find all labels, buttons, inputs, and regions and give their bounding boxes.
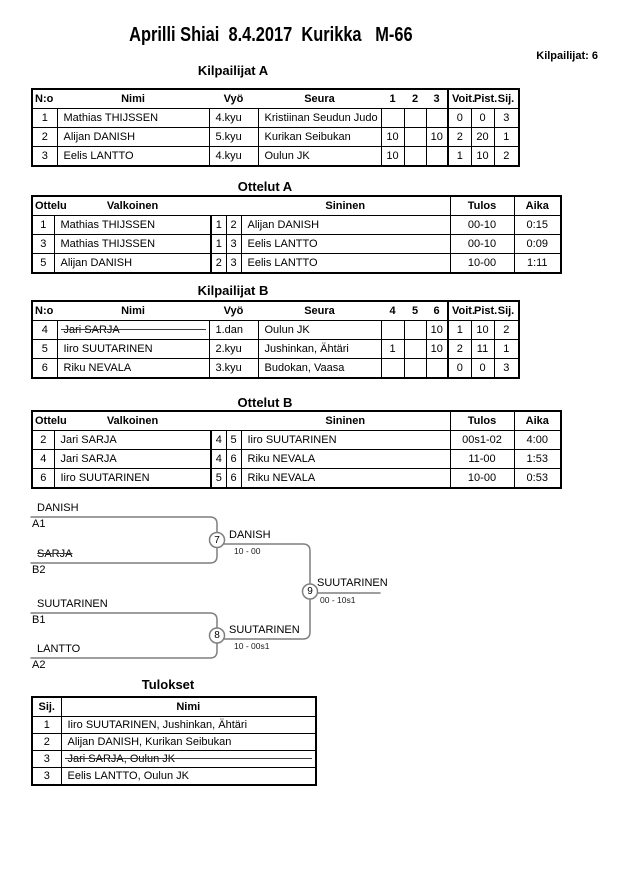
header-aika: Aika [514,411,561,431]
cell-voit: 2 [448,340,471,359]
cell-blue-no: 6 [226,469,241,489]
cell-match-5 [404,321,426,340]
cell-match-no: 3 [32,235,54,254]
cell-nimi: Riku NEVALA [57,359,209,379]
cell-match-4: 1 [381,340,404,359]
table-header-row [32,89,519,109]
bracket-slot-name: SARJA [37,548,73,560]
header-spacer [211,196,226,216]
table-row [32,216,561,235]
elimination-bracket [0,495,630,685]
cell-seura: Budokan, Vaasa [258,359,381,379]
cell-nimi: Eelis LANTTO, Oulun JK [61,768,316,786]
cell-aika: 0:15 [514,216,561,235]
cell-match-2 [404,128,426,147]
cell-match-no: 1 [32,216,54,235]
match-score: 10 - 00 [234,546,261,556]
cell-tulos: 10-00 [450,254,514,274]
cell-seura: Jushinkan, Ähtäri [258,340,381,359]
cell-seura: Kurikan Seibukan [258,128,381,147]
cell-blue-no: 6 [226,450,241,469]
header-match-2: 2 [404,89,426,109]
cell-sij: 1 [494,128,519,147]
header-seura: Seura [258,89,381,109]
header-vyo: Vyö [209,301,258,321]
cell-nimi: Jari SARJA, Oulun JK [61,751,316,768]
cell-vyo: 3.kyu [209,359,258,379]
cell-tulos: 11-00 [450,450,514,469]
table-row [32,734,316,751]
cell-sij: 2 [494,147,519,167]
bracket-slot-seed: A2 [32,659,46,671]
cell-nimi: Iiro SUUTARINEN [57,340,209,359]
cell-match-1 [381,109,404,128]
cell-vyo: 1.dan [209,321,258,340]
table-row [32,450,561,469]
cell-vyo: 2.kyu [209,340,258,359]
participants-count: Kilpailijat: 6 [536,50,598,62]
cell-vyo: 4.kyu [209,109,258,128]
table-tulokset [31,696,317,786]
cell-match-no: 4 [32,450,54,469]
bracket-slot-seed: B2 [32,564,46,576]
header-vyo: Vyö [209,89,258,109]
section-heading-tulokset: Tulokset [141,677,195,692]
cell-sij: 1 [494,340,519,359]
header-valkoinen: Valkoinen [54,411,211,431]
cell-sij: 2 [494,321,519,340]
header-match-6: 6 [426,301,448,321]
cell-nimi: Alijan DANISH [57,128,209,147]
header-ottelu: Ottelu [32,196,54,216]
cell-nimi: Jari SARJA [57,321,209,340]
section-heading-ottelut-a: Ottelut A [237,179,293,194]
cell-blue: Alijan DANISH [241,216,450,235]
cell-seura: Kristiinan Seudun Judo [258,109,381,128]
cell-aika: 0:09 [514,235,561,254]
cell-match-6: 10 [426,340,448,359]
cell-pist: 20 [471,128,494,147]
cell-vyo: 4.kyu [209,147,258,167]
cell-pist: 0 [471,109,494,128]
cell-voit: 1 [448,147,471,167]
cell-match-6 [426,359,448,379]
header-sininen: Sininen [241,411,450,431]
cell-match-no: 5 [32,254,54,274]
table-ottelut-a [31,195,562,274]
cell-white-no: 1 [211,216,226,235]
cell-no: 2 [32,128,57,147]
cell-sij: 2 [32,734,61,751]
header-pist: Pist. [471,301,494,321]
table-row [32,717,316,734]
header-spacer [211,411,226,431]
cell-voit: 0 [448,109,471,128]
cell-match-4 [381,321,404,340]
cell-no: 6 [32,359,57,379]
cell-blue-no: 3 [226,235,241,254]
header-aika: Aika [514,196,561,216]
cell-white: Mathias THIJSSEN [54,216,211,235]
cell-aika: 0:53 [514,469,561,489]
cell-pist: 0 [471,359,494,379]
cell-tulos: 10-00 [450,469,514,489]
header-match-5: 5 [404,301,426,321]
cell-white: Jari SARJA [54,431,211,450]
cell-white-no: 2 [211,254,226,274]
cell-match-3 [426,147,448,167]
header-sij: Sij. [494,301,519,321]
match-winner: SUUTARINEN [229,624,300,636]
cell-white: Mathias THIJSSEN [54,235,211,254]
cell-blue: Eelis LANTTO [241,235,450,254]
table-row [32,254,561,274]
cell-blue: Riku NEVALA [241,450,450,469]
header-match-3: 3 [426,89,448,109]
cell-match-2 [404,109,426,128]
table-row [32,235,561,254]
section-heading-ottelut-b: Ottelut B [237,395,293,410]
cell-pist: 11 [471,340,494,359]
header-sij: Sij. [32,697,61,717]
table-row [32,768,316,786]
cell-match-6: 10 [426,321,448,340]
cell-white: Alijan DANISH [54,254,211,274]
cell-nimi: Eelis LANTTO [57,147,209,167]
bracket-slot-seed: A1 [32,518,46,530]
match-number-8: 8 [214,630,220,641]
cell-tulos: 00-10 [450,235,514,254]
cell-no: 4 [32,321,57,340]
table-row [32,109,519,128]
cell-sij: 3 [494,109,519,128]
table-header-row [32,697,316,717]
cell-nimi: Alijan DANISH, Kurikan Seibukan [61,734,316,751]
cell-sij: 1 [32,717,61,734]
match-number-9: 9 [307,586,313,597]
match-winner: SUUTARINEN [317,577,388,589]
cell-white-no: 4 [211,431,226,450]
header-match-1: 1 [381,89,404,109]
cell-no: 5 [32,340,57,359]
table-kilpailijat-b [31,300,520,379]
table-row [32,469,561,489]
cell-white: Iiro SUUTARINEN [54,469,211,489]
header-no: N:o [32,301,57,321]
header-spacer [226,196,241,216]
cell-white-no: 1 [211,235,226,254]
cell-match-5 [404,359,426,379]
cell-voit: 1 [448,321,471,340]
bracket-slot-seed: B1 [32,614,46,626]
cell-match-1: 10 [381,147,404,167]
table-row [32,431,561,450]
cell-voit: 0 [448,359,471,379]
table-row [32,128,519,147]
cell-voit: 2 [448,128,471,147]
header-pist: Pist. [471,89,494,109]
header-valkoinen: Valkoinen [54,196,211,216]
table-row [32,340,519,359]
header-ottelu: Ottelu [32,411,54,431]
header-voit: Voit. [448,89,471,109]
cell-match-no: 2 [32,431,54,450]
cell-match-no: 6 [32,469,54,489]
cell-seura: Oulun JK [258,147,381,167]
cell-white-no: 4 [211,450,226,469]
table-row [32,147,519,167]
cell-match-3 [426,109,448,128]
header-sij: Sij. [494,89,519,109]
section-heading-kilpailijat-a: Kilpailijat A [197,63,269,78]
bracket-slot-name: DANISH [37,502,79,514]
page-title: Aprilli Shiai 8.4.2017 Kurikka M-66 [129,24,413,46]
cell-blue-no: 5 [226,431,241,450]
table-header-row [32,411,561,431]
header-tulos: Tulos [450,196,514,216]
header-nimi: Nimi [57,301,209,321]
match-number-7: 7 [214,535,220,546]
section-heading-kilpailijat-b: Kilpailijat B [197,283,269,298]
cell-blue-no: 2 [226,216,241,235]
cell-nimi: Iiro SUUTARINEN, Jushinkan, Ähtäri [61,717,316,734]
cell-nimi: Mathias THIJSSEN [57,109,209,128]
table-header-row [32,301,519,321]
cell-pist: 10 [471,147,494,167]
table-kilpailijat-a [31,88,520,167]
cell-sij: 3 [32,751,61,768]
cell-tulos: 00-10 [450,216,514,235]
cell-aika: 4:00 [514,431,561,450]
header-nimi: Nimi [57,89,209,109]
match-score: 00 - 10s1 [320,595,356,605]
table-ottelut-b [31,410,562,489]
cell-no: 3 [32,147,57,167]
cell-match-5 [404,340,426,359]
match-score: 10 - 00s1 [234,641,270,651]
cell-sij: 3 [32,768,61,786]
cell-white: Jari SARJA [54,450,211,469]
header-match-4: 4 [381,301,404,321]
header-no: N:o [32,89,57,109]
cell-seura: Oulun JK [258,321,381,340]
header-spacer [226,411,241,431]
cell-match-1: 10 [381,128,404,147]
cell-no: 1 [32,109,57,128]
header-sininen: Sininen [241,196,450,216]
match-winner: DANISH [229,529,271,541]
cell-blue: Iiro SUUTARINEN [241,431,450,450]
cell-match-4 [381,359,404,379]
cell-white-no: 5 [211,469,226,489]
cell-sij: 3 [494,359,519,379]
cell-match-2 [404,147,426,167]
header-tulos: Tulos [450,411,514,431]
cell-vyo: 5.kyu [209,128,258,147]
cell-tulos: 00s1-02 [450,431,514,450]
bracket-slot-name: SUUTARINEN [37,598,108,610]
bracket-slot-name: LANTTO [37,643,81,655]
table-row [32,321,519,340]
cell-match-3: 10 [426,128,448,147]
header-voit: Voit. [448,301,471,321]
cell-pist: 10 [471,321,494,340]
table-header-row [32,196,561,216]
cell-blue-no: 3 [226,254,241,274]
cell-blue: Riku NEVALA [241,469,450,489]
title-row [0,24,542,47]
cell-aika: 1:53 [514,450,561,469]
table-row [32,359,519,379]
header-nimi: Nimi [61,697,316,717]
header-seura: Seura [258,301,381,321]
table-row [32,751,316,768]
cell-aika: 1:11 [514,254,561,274]
cell-blue: Eelis LANTTO [241,254,450,274]
